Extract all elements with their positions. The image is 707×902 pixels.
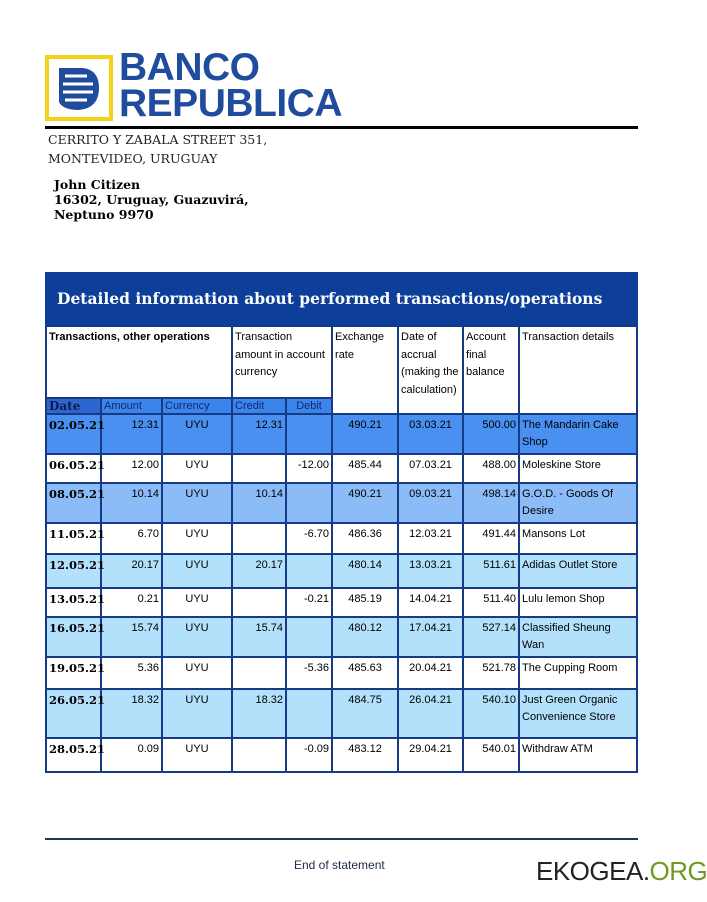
row-exchange-rate: 485.44 <box>332 454 398 483</box>
row-amount: 6.70 <box>101 523 162 554</box>
header-row <box>46 326 637 398</box>
row-amount: 12.31 <box>101 414 162 454</box>
row-credit: 20.17 <box>232 554 286 588</box>
row-amount: 10.14 <box>101 483 162 523</box>
row-currency: UYU <box>162 414 232 454</box>
row-credit: 15.74 <box>232 617 286 657</box>
row-currency: UYU <box>162 588 232 617</box>
row-date: 02.05.21 <box>46 414 101 454</box>
row-exchange-rate: 480.12 <box>332 617 398 657</box>
table-row <box>46 414 637 454</box>
row-accrual-date: 12.03.21 <box>398 523 463 554</box>
row-amount: 18.32 <box>101 689 162 738</box>
row-details: Moleskine Store <box>519 454 637 483</box>
row-debit <box>286 554 332 588</box>
header-date: Date <box>46 398 101 414</box>
transactions-table <box>45 325 638 773</box>
header-divider <box>45 126 638 129</box>
row-balance: 500.00 <box>463 414 519 454</box>
row-accrual-date: 13.03.21 <box>398 554 463 588</box>
customer-address-line2: Neptuno 9970 <box>54 207 154 222</box>
row-date: 11.05.21 <box>46 523 101 554</box>
row-date: 19.05.21 <box>46 657 101 689</box>
row-amount: 15.74 <box>101 617 162 657</box>
row-accrual-date: 29.04.21 <box>398 738 463 772</box>
row-balance: 527.14 <box>463 617 519 657</box>
row-balance: 511.40 <box>463 588 519 617</box>
row-date: 28.05.21 <box>46 738 101 772</box>
bank-address <box>48 130 267 168</box>
row-credit: 12.31 <box>232 414 286 454</box>
row-debit: -6.70 <box>286 523 332 554</box>
row-currency: UYU <box>162 523 232 554</box>
row-currency: UYU <box>162 689 232 738</box>
row-debit: -12.00 <box>286 454 332 483</box>
watermark-logo <box>536 856 707 887</box>
row-balance: 491.44 <box>463 523 519 554</box>
table-row <box>46 454 637 483</box>
row-amount: 5.36 <box>101 657 162 689</box>
row-currency: UYU <box>162 483 232 523</box>
row-details: The Mandarin Cake Shop <box>519 414 637 454</box>
header-currency: Currency <box>162 398 232 414</box>
row-exchange-rate: 480.14 <box>332 554 398 588</box>
row-amount: 0.09 <box>101 738 162 772</box>
row-exchange-rate: 486.36 <box>332 523 398 554</box>
table-row <box>46 523 637 554</box>
table-row <box>46 554 637 588</box>
row-debit <box>286 483 332 523</box>
row-currency: UYU <box>162 454 232 483</box>
row-details: Withdraw ATM <box>519 738 637 772</box>
row-accrual-date: 09.03.21 <box>398 483 463 523</box>
row-currency: UYU <box>162 657 232 689</box>
row-details: Adidas Outlet Store <box>519 554 637 588</box>
table-row <box>46 588 637 617</box>
row-balance: 511.61 <box>463 554 519 588</box>
watermark-main: EKOGEA. <box>536 856 650 886</box>
row-exchange-rate: 484.75 <box>332 689 398 738</box>
row-credit <box>232 523 286 554</box>
row-amount: 20.17 <box>101 554 162 588</box>
row-debit: -0.09 <box>286 738 332 772</box>
header-transaction-amount: Transaction amount in account currency <box>232 326 332 398</box>
bank-logo-emblem <box>45 55 113 121</box>
row-details: Classified Sheung Wan <box>519 617 637 657</box>
row-currency: UYU <box>162 738 232 772</box>
row-balance: 540.10 <box>463 689 519 738</box>
header-transaction-details: Transaction details <box>519 326 637 414</box>
header-amount: Amount <box>101 398 162 414</box>
customer-address-line1: 16302, Uruguay, Guazuvirá, <box>54 192 249 207</box>
row-balance: 521.78 <box>463 657 519 689</box>
row-balance: 498.14 <box>463 483 519 523</box>
row-exchange-rate: 483.12 <box>332 738 398 772</box>
table-row <box>46 738 637 772</box>
row-accrual-date: 17.04.21 <box>398 617 463 657</box>
address-line2: MONTEVIDEO, URUGUAY <box>48 151 218 166</box>
row-debit <box>286 617 332 657</box>
row-accrual-date: 07.03.21 <box>398 454 463 483</box>
transaction-rows <box>46 414 637 772</box>
row-exchange-rate: 485.63 <box>332 657 398 689</box>
address-line1: CERRITO Y ZABALA STREET 351, <box>48 132 268 147</box>
row-details: Just Green Organic Convenience Store <box>519 689 637 738</box>
row-currency: UYU <box>162 554 232 588</box>
header-transactions: Transactions, other operations <box>46 326 232 398</box>
table-row <box>46 657 637 689</box>
table-row <box>46 483 637 523</box>
row-debit <box>286 689 332 738</box>
row-credit <box>232 657 286 689</box>
header-date-of-accrual: Date of accrual (making the calculation) <box>398 326 463 414</box>
row-exchange-rate: 490.21 <box>332 414 398 454</box>
row-accrual-date: 26.04.21 <box>398 689 463 738</box>
row-date: 26.05.21 <box>46 689 101 738</box>
end-of-statement: End of statement <box>294 858 385 872</box>
bank-name-line1: BANCO <box>119 46 260 89</box>
row-debit: -0.21 <box>286 588 332 617</box>
row-accrual-date: 14.04.21 <box>398 588 463 617</box>
table-row <box>46 689 637 738</box>
table-row <box>46 617 637 657</box>
row-credit <box>232 588 286 617</box>
footer-divider <box>45 838 638 840</box>
bank-name <box>119 46 343 125</box>
row-date: 12.05.21 <box>46 554 101 588</box>
row-accrual-date: 20.04.21 <box>398 657 463 689</box>
header-credit: Credit <box>232 398 286 414</box>
row-credit <box>232 454 286 483</box>
row-credit <box>232 738 286 772</box>
row-date: 08.05.21 <box>46 483 101 523</box>
row-amount: 0.21 <box>101 588 162 617</box>
header-debit: Debit <box>286 398 332 414</box>
section-title: Detailed information about performed transactions/operations <box>45 272 638 325</box>
row-balance: 488.00 <box>463 454 519 483</box>
row-currency: UYU <box>162 617 232 657</box>
watermark-accent: ORG <box>649 856 707 886</box>
row-credit: 10.14 <box>232 483 286 523</box>
emblem-icon <box>53 62 105 114</box>
row-details: G.O.D. - Goods Of Desire <box>519 483 637 523</box>
row-date: 13.05.21 <box>46 588 101 617</box>
row-date: 06.05.21 <box>46 454 101 483</box>
header-account-final-balance: Account final balance <box>463 326 519 414</box>
row-balance: 540.01 <box>463 738 519 772</box>
row-accrual-date: 03.03.21 <box>398 414 463 454</box>
row-exchange-rate: 490.21 <box>332 483 398 523</box>
row-debit <box>286 414 332 454</box>
customer-name: John Citizen <box>54 177 141 192</box>
row-debit: -5.36 <box>286 657 332 689</box>
bank-name-line2: REPUBLICA <box>119 82 343 125</box>
row-details: Lulu lemon Shop <box>519 588 637 617</box>
row-details: Mansons Lot <box>519 523 637 554</box>
row-credit: 18.32 <box>232 689 286 738</box>
customer-block <box>54 177 249 222</box>
row-date: 16.05.21 <box>46 617 101 657</box>
row-exchange-rate: 485.19 <box>332 588 398 617</box>
row-details: The Cupping Room <box>519 657 637 689</box>
header-exchange-rate: Exchange rate <box>332 326 398 414</box>
row-amount: 12.00 <box>101 454 162 483</box>
